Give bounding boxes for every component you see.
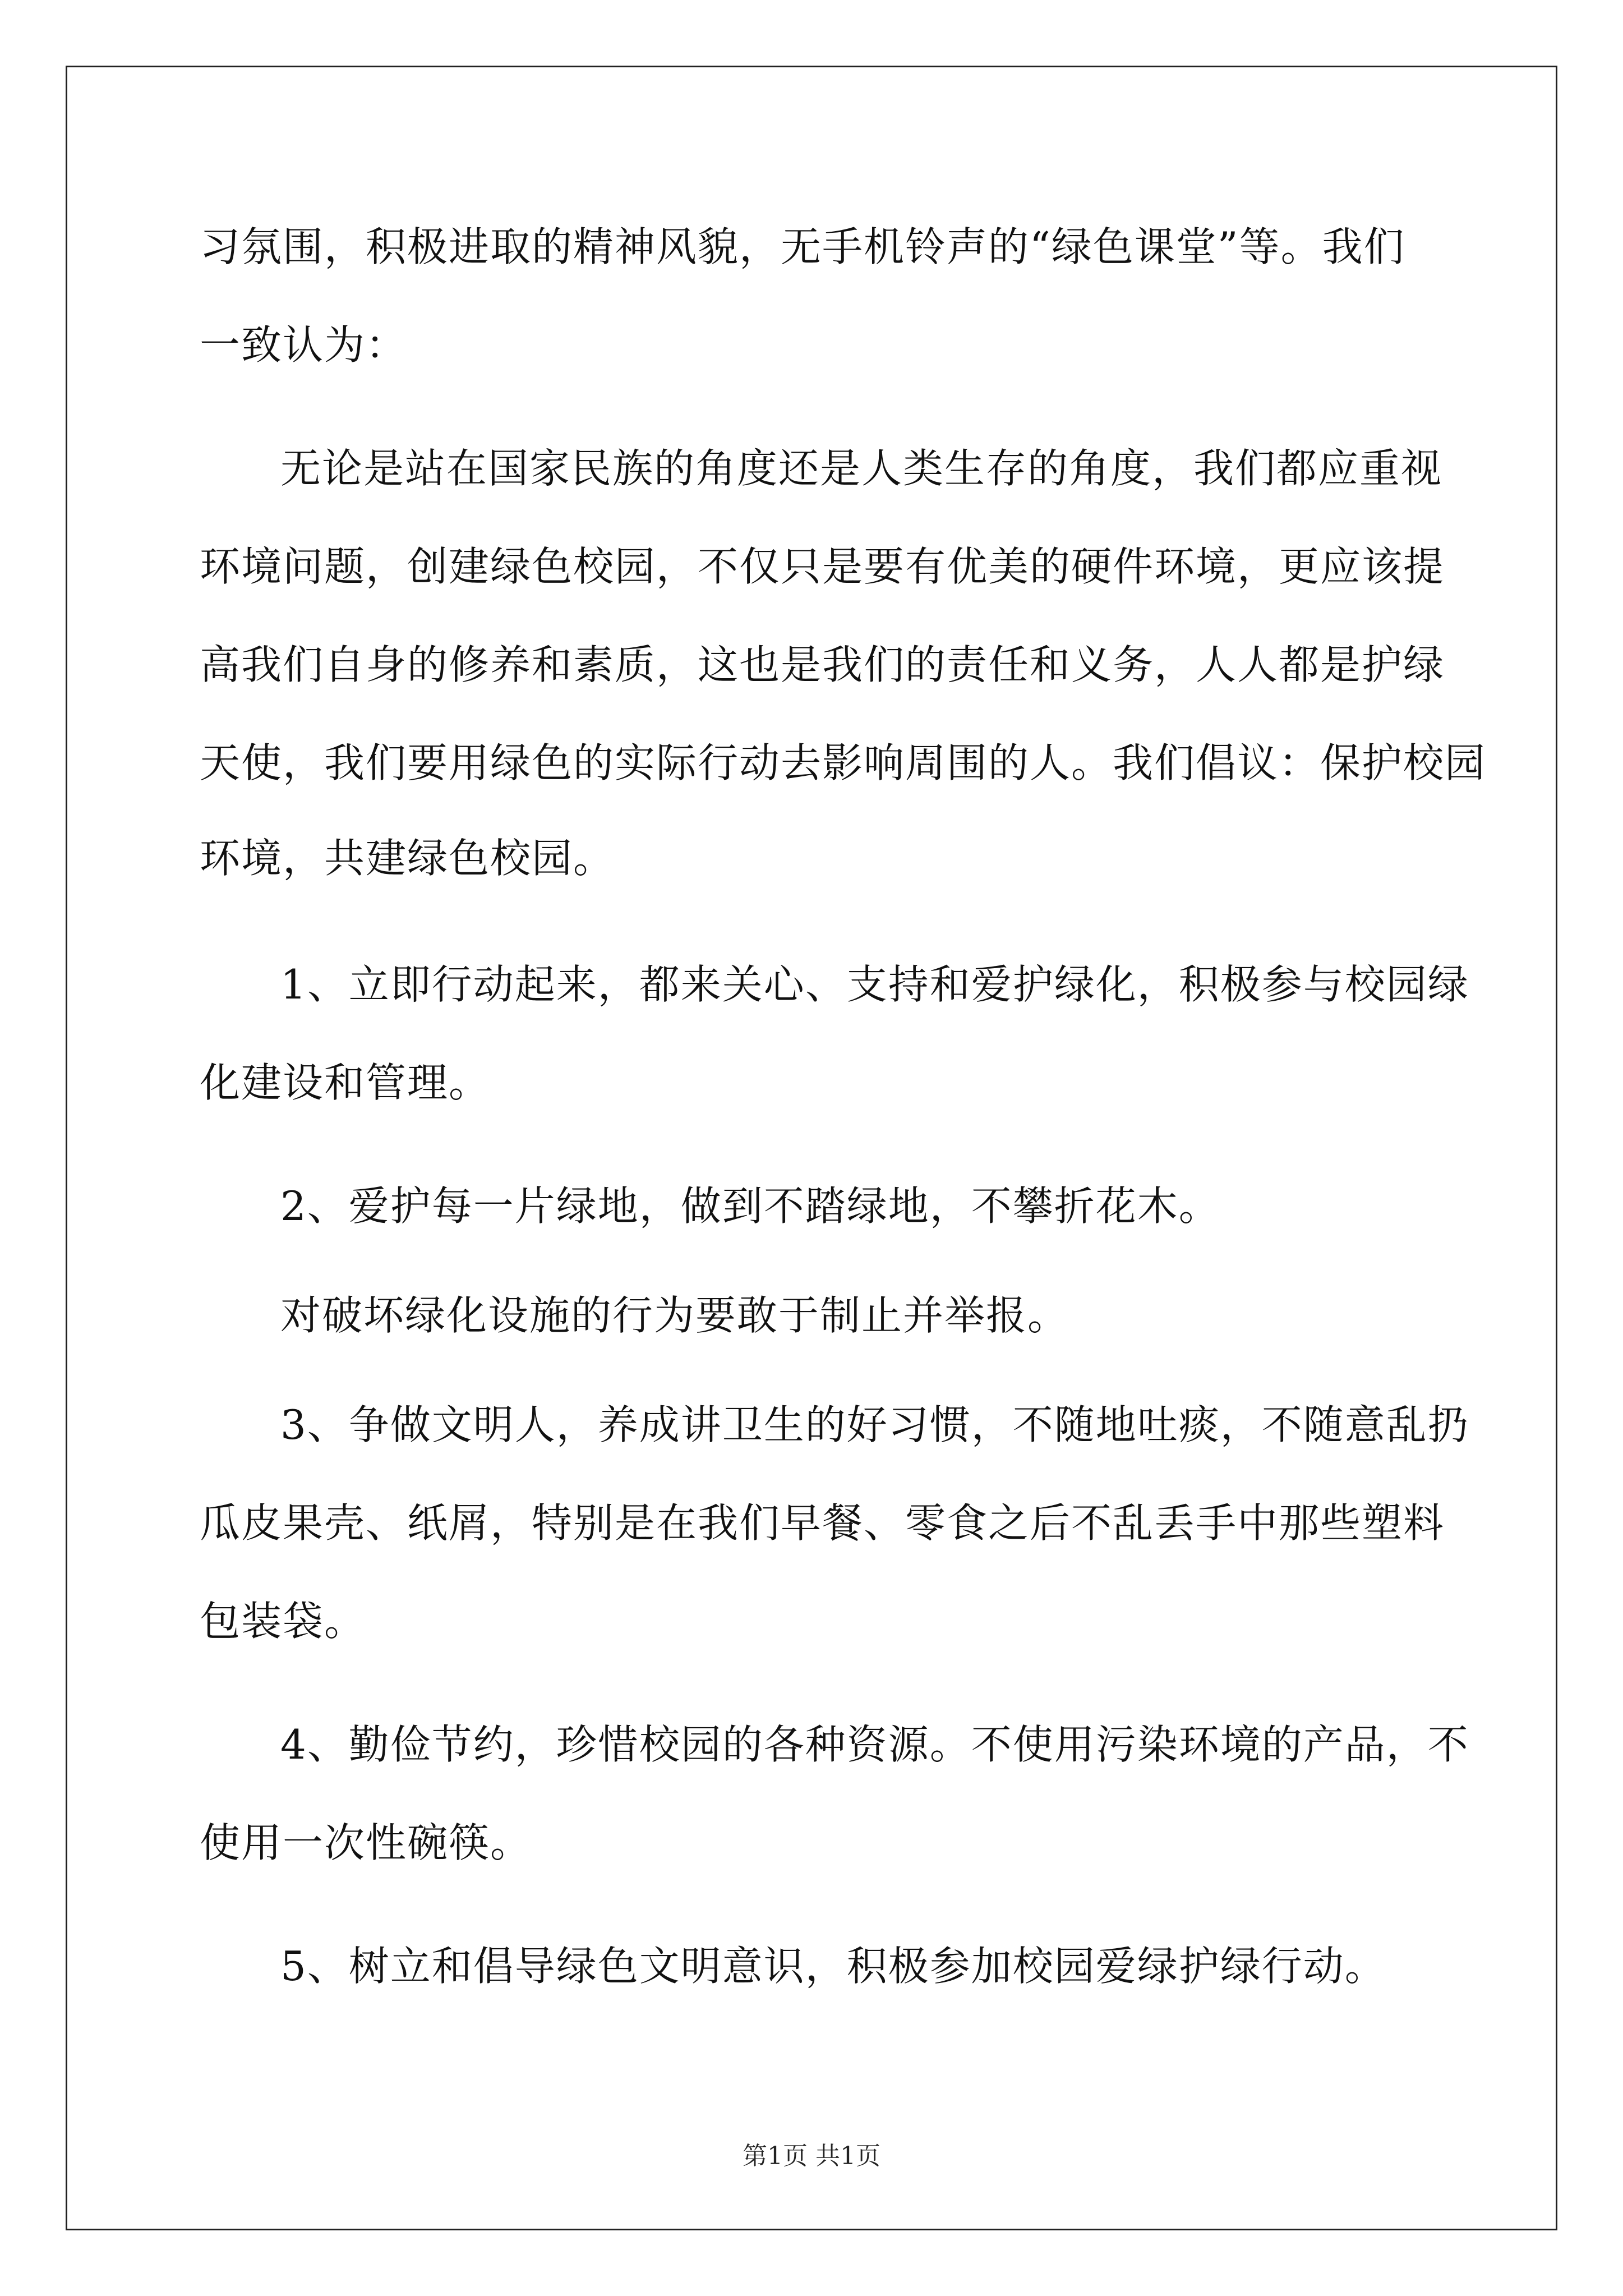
item-4-line-1: 4、勤俭节约，珍惜校园的各种资源。不使用污染环境的产品，不 xyxy=(280,1721,1469,1768)
page-border xyxy=(66,66,1557,2230)
item-5-line-1: 5、树立和倡导绿色文明意识，积极参加校园爱绿护绿行动。 xyxy=(280,1943,1386,1990)
item-1-line-2: 化建设和管理。 xyxy=(200,1059,491,1106)
item-2-line-1: 2、爱护每一片绿地，做到不踏绿地，不攀折花木。 xyxy=(280,1182,1220,1230)
item-2-line-2: 对破坏绿化设施的行为要敢于制止并举报。 xyxy=(280,1292,1069,1339)
body-line-1: 习氛围，积极进取的精神风貌，无手机铃声的“绿色课堂”等。我们 xyxy=(200,223,1405,270)
item-3-line-2: 瓜皮果壳、纸屑，特别是在我们早餐、零食之后不乱丢手中那些塑料 xyxy=(200,1499,1445,1547)
paragraph-line-4: 环境问题，创建绿色校园，不仅只是要有优美的硬件环境，更应该提 xyxy=(200,543,1445,590)
body-line-2: 一致认为： xyxy=(200,321,408,369)
item-3-line-1: 3、争做文明人，养成讲卫生的好习惯，不随地吐痰，不随意乱扔 xyxy=(280,1401,1469,1448)
item-4-line-2: 使用一次性碗筷。 xyxy=(200,1819,532,1866)
paragraph-line-6: 天使，我们要用绿色的实际行动去影响周围的人。我们倡议：保护校园 xyxy=(200,739,1487,786)
item-1-line-1: 1、立即行动起来，都来关心、支持和爱护绿化，积极参与校园绿 xyxy=(280,961,1469,1008)
page-footer: 第1页 共1页 xyxy=(743,2142,880,2170)
paragraph-line-5: 高我们自身的修养和素质，这也是我们的责任和义务，人人都是护绿 xyxy=(200,641,1445,688)
paragraph-line-3: 无论是站在国家民族的角度还是人类生存的角度，我们都应重视 xyxy=(280,445,1443,492)
paragraph-line-7: 环境，共建绿色校园。 xyxy=(200,835,615,882)
item-3-line-3: 包装袋。 xyxy=(200,1598,366,1645)
